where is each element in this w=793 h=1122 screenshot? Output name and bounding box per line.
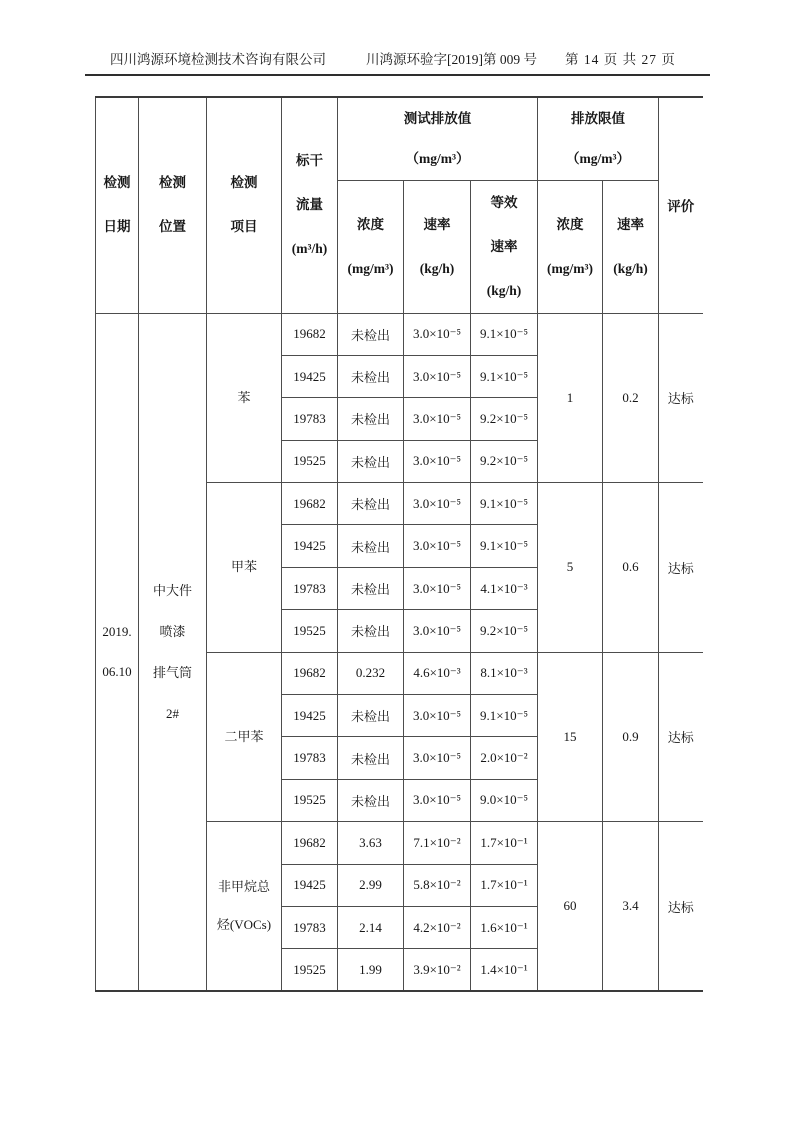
cell-flow: 19783 [282, 906, 338, 948]
col-header-location: 检测 位置 [139, 97, 207, 313]
cell-evaluation: 达标 [659, 313, 703, 483]
cell-flow: 19525 [282, 440, 338, 482]
cell-flow: 19783 [282, 567, 338, 609]
col-header-evaluation: 评价 [659, 97, 703, 313]
col-header-item: 检测 项目 [207, 97, 282, 313]
cell-equivalent-rate: 1.7×10⁻¹ [471, 822, 538, 864]
test-results-table [95, 96, 703, 992]
cell-limit-concentration: 60 [538, 822, 603, 992]
col-header-limit-concentration: 浓度 (mg/m³) [538, 180, 603, 313]
cell-equivalent-rate: 9.2×10⁻⁵ [471, 610, 538, 652]
cell-rate: 3.0×10⁻⁵ [404, 737, 471, 779]
cell-item-xylene: 二甲苯 [207, 652, 282, 822]
cell-concentration: 未检出 [338, 610, 404, 652]
cell-rate: 3.9×10⁻² [404, 949, 471, 991]
cell-concentration: 1.99 [338, 949, 404, 991]
cell-concentration: 未检出 [338, 695, 404, 737]
cell-flow: 19682 [282, 652, 338, 694]
cell-flow: 19425 [282, 355, 338, 397]
group-header-emission-limits: 排放限值 （mg/m³） [538, 97, 659, 180]
cell-equivalent-rate: 2.0×10⁻² [471, 737, 538, 779]
cell-rate: 4.2×10⁻² [404, 906, 471, 948]
page-number-info: 第 14 页 共 27 页 [565, 52, 676, 67]
company-name: 四川鸿源环境检测技术咨询有限公司 [110, 52, 326, 67]
cell-flow: 19783 [282, 737, 338, 779]
cell-rate: 3.0×10⁻⁵ [404, 525, 471, 567]
cell-concentration: 未检出 [338, 313, 404, 355]
cell-concentration: 未检出 [338, 355, 404, 397]
cell-equivalent-rate: 9.2×10⁻⁵ [471, 398, 538, 440]
cell-concentration: 3.63 [338, 822, 404, 864]
table-row [96, 313, 703, 355]
cell-concentration: 未检出 [338, 779, 404, 821]
cell-evaluation: 达标 [659, 822, 703, 992]
cell-limit-rate: 0.9 [603, 652, 659, 822]
cell-equivalent-rate: 9.2×10⁻⁵ [471, 440, 538, 482]
cell-rate: 3.0×10⁻⁵ [404, 695, 471, 737]
cell-limit-concentration: 15 [538, 652, 603, 822]
cell-equivalent-rate: 9.0×10⁻⁵ [471, 779, 538, 821]
cell-equivalent-rate: 1.6×10⁻¹ [471, 906, 538, 948]
cell-flow: 19682 [282, 822, 338, 864]
cell-rate: 3.0×10⁻⁵ [404, 610, 471, 652]
col-header-rate: 速率 (kg/h) [404, 180, 471, 313]
cell-rate: 3.0×10⁻⁵ [404, 313, 471, 355]
cell-concentration: 2.14 [338, 906, 404, 948]
cell-equivalent-rate: 9.1×10⁻⁵ [471, 313, 538, 355]
col-header-flow: 标干 流量 (m³/h) [282, 97, 338, 313]
col-header-concentration: 浓度 (mg/m³) [338, 180, 404, 313]
cell-flow: 19425 [282, 695, 338, 737]
cell-item-nmhc-vocs: 非甲烷总 烃(VOCs) [207, 822, 282, 992]
cell-flow: 19525 [282, 949, 338, 991]
cell-item-toluene: 甲苯 [207, 483, 282, 653]
cell-concentration: 未检出 [338, 737, 404, 779]
cell-concentration: 未检出 [338, 398, 404, 440]
cell-rate: 3.0×10⁻⁵ [404, 398, 471, 440]
cell-flow: 19783 [282, 398, 338, 440]
cell-rate: 4.6×10⁻³ [404, 652, 471, 694]
cell-flow: 19525 [282, 779, 338, 821]
cell-rate: 5.8×10⁻² [404, 864, 471, 906]
cell-test-location: 中大件 喷漆 排气筒 2# [139, 313, 207, 991]
col-header-limit-rate: 速率 (kg/h) [603, 180, 659, 313]
cell-flow: 19682 [282, 483, 338, 525]
cell-equivalent-rate: 1.7×10⁻¹ [471, 864, 538, 906]
cell-rate: 3.0×10⁻⁵ [404, 483, 471, 525]
cell-limit-rate: 3.4 [603, 822, 659, 992]
cell-flow: 19425 [282, 525, 338, 567]
page-running-header [85, 48, 710, 68]
header-divider-rule [85, 74, 710, 76]
cell-rate: 3.0×10⁻⁵ [404, 567, 471, 609]
cell-rate: 7.1×10⁻² [404, 822, 471, 864]
cell-concentration: 未检出 [338, 440, 404, 482]
cell-evaluation: 达标 [659, 483, 703, 653]
cell-rate: 3.0×10⁻⁵ [404, 355, 471, 397]
cell-equivalent-rate: 9.1×10⁻⁵ [471, 355, 538, 397]
cell-flow: 19682 [282, 313, 338, 355]
cell-item-benzene: 苯 [207, 313, 282, 483]
cell-limit-concentration: 5 [538, 483, 603, 653]
cell-rate: 3.0×10⁻⁵ [404, 779, 471, 821]
col-header-date: 检测 日期 [96, 97, 139, 313]
col-header-equivalent-rate: 等效 速率 (kg/h) [471, 180, 538, 313]
cell-limit-concentration: 1 [538, 313, 603, 483]
cell-equivalent-rate: 8.1×10⁻³ [471, 652, 538, 694]
cell-concentration: 2.99 [338, 864, 404, 906]
cell-flow: 19425 [282, 864, 338, 906]
cell-rate: 3.0×10⁻⁵ [404, 440, 471, 482]
cell-concentration: 0.232 [338, 652, 404, 694]
cell-test-date: 2019. 06.10 [96, 313, 139, 991]
cell-concentration: 未检出 [338, 567, 404, 609]
cell-equivalent-rate: 9.1×10⁻⁵ [471, 483, 538, 525]
cell-evaluation: 达标 [659, 652, 703, 822]
document-number: 川鸿源环验字[2019]第 009 号 [366, 52, 537, 67]
cell-limit-rate: 0.6 [603, 483, 659, 653]
cell-flow: 19525 [282, 610, 338, 652]
cell-concentration: 未检出 [338, 483, 404, 525]
cell-equivalent-rate: 1.4×10⁻¹ [471, 949, 538, 991]
cell-concentration: 未检出 [338, 525, 404, 567]
group-header-test-values: 测试排放值 （mg/m³） [338, 97, 538, 180]
cell-equivalent-rate: 4.1×10⁻³ [471, 567, 538, 609]
cell-equivalent-rate: 9.1×10⁻⁵ [471, 525, 538, 567]
cell-limit-rate: 0.2 [603, 313, 659, 483]
cell-equivalent-rate: 9.1×10⁻⁵ [471, 695, 538, 737]
